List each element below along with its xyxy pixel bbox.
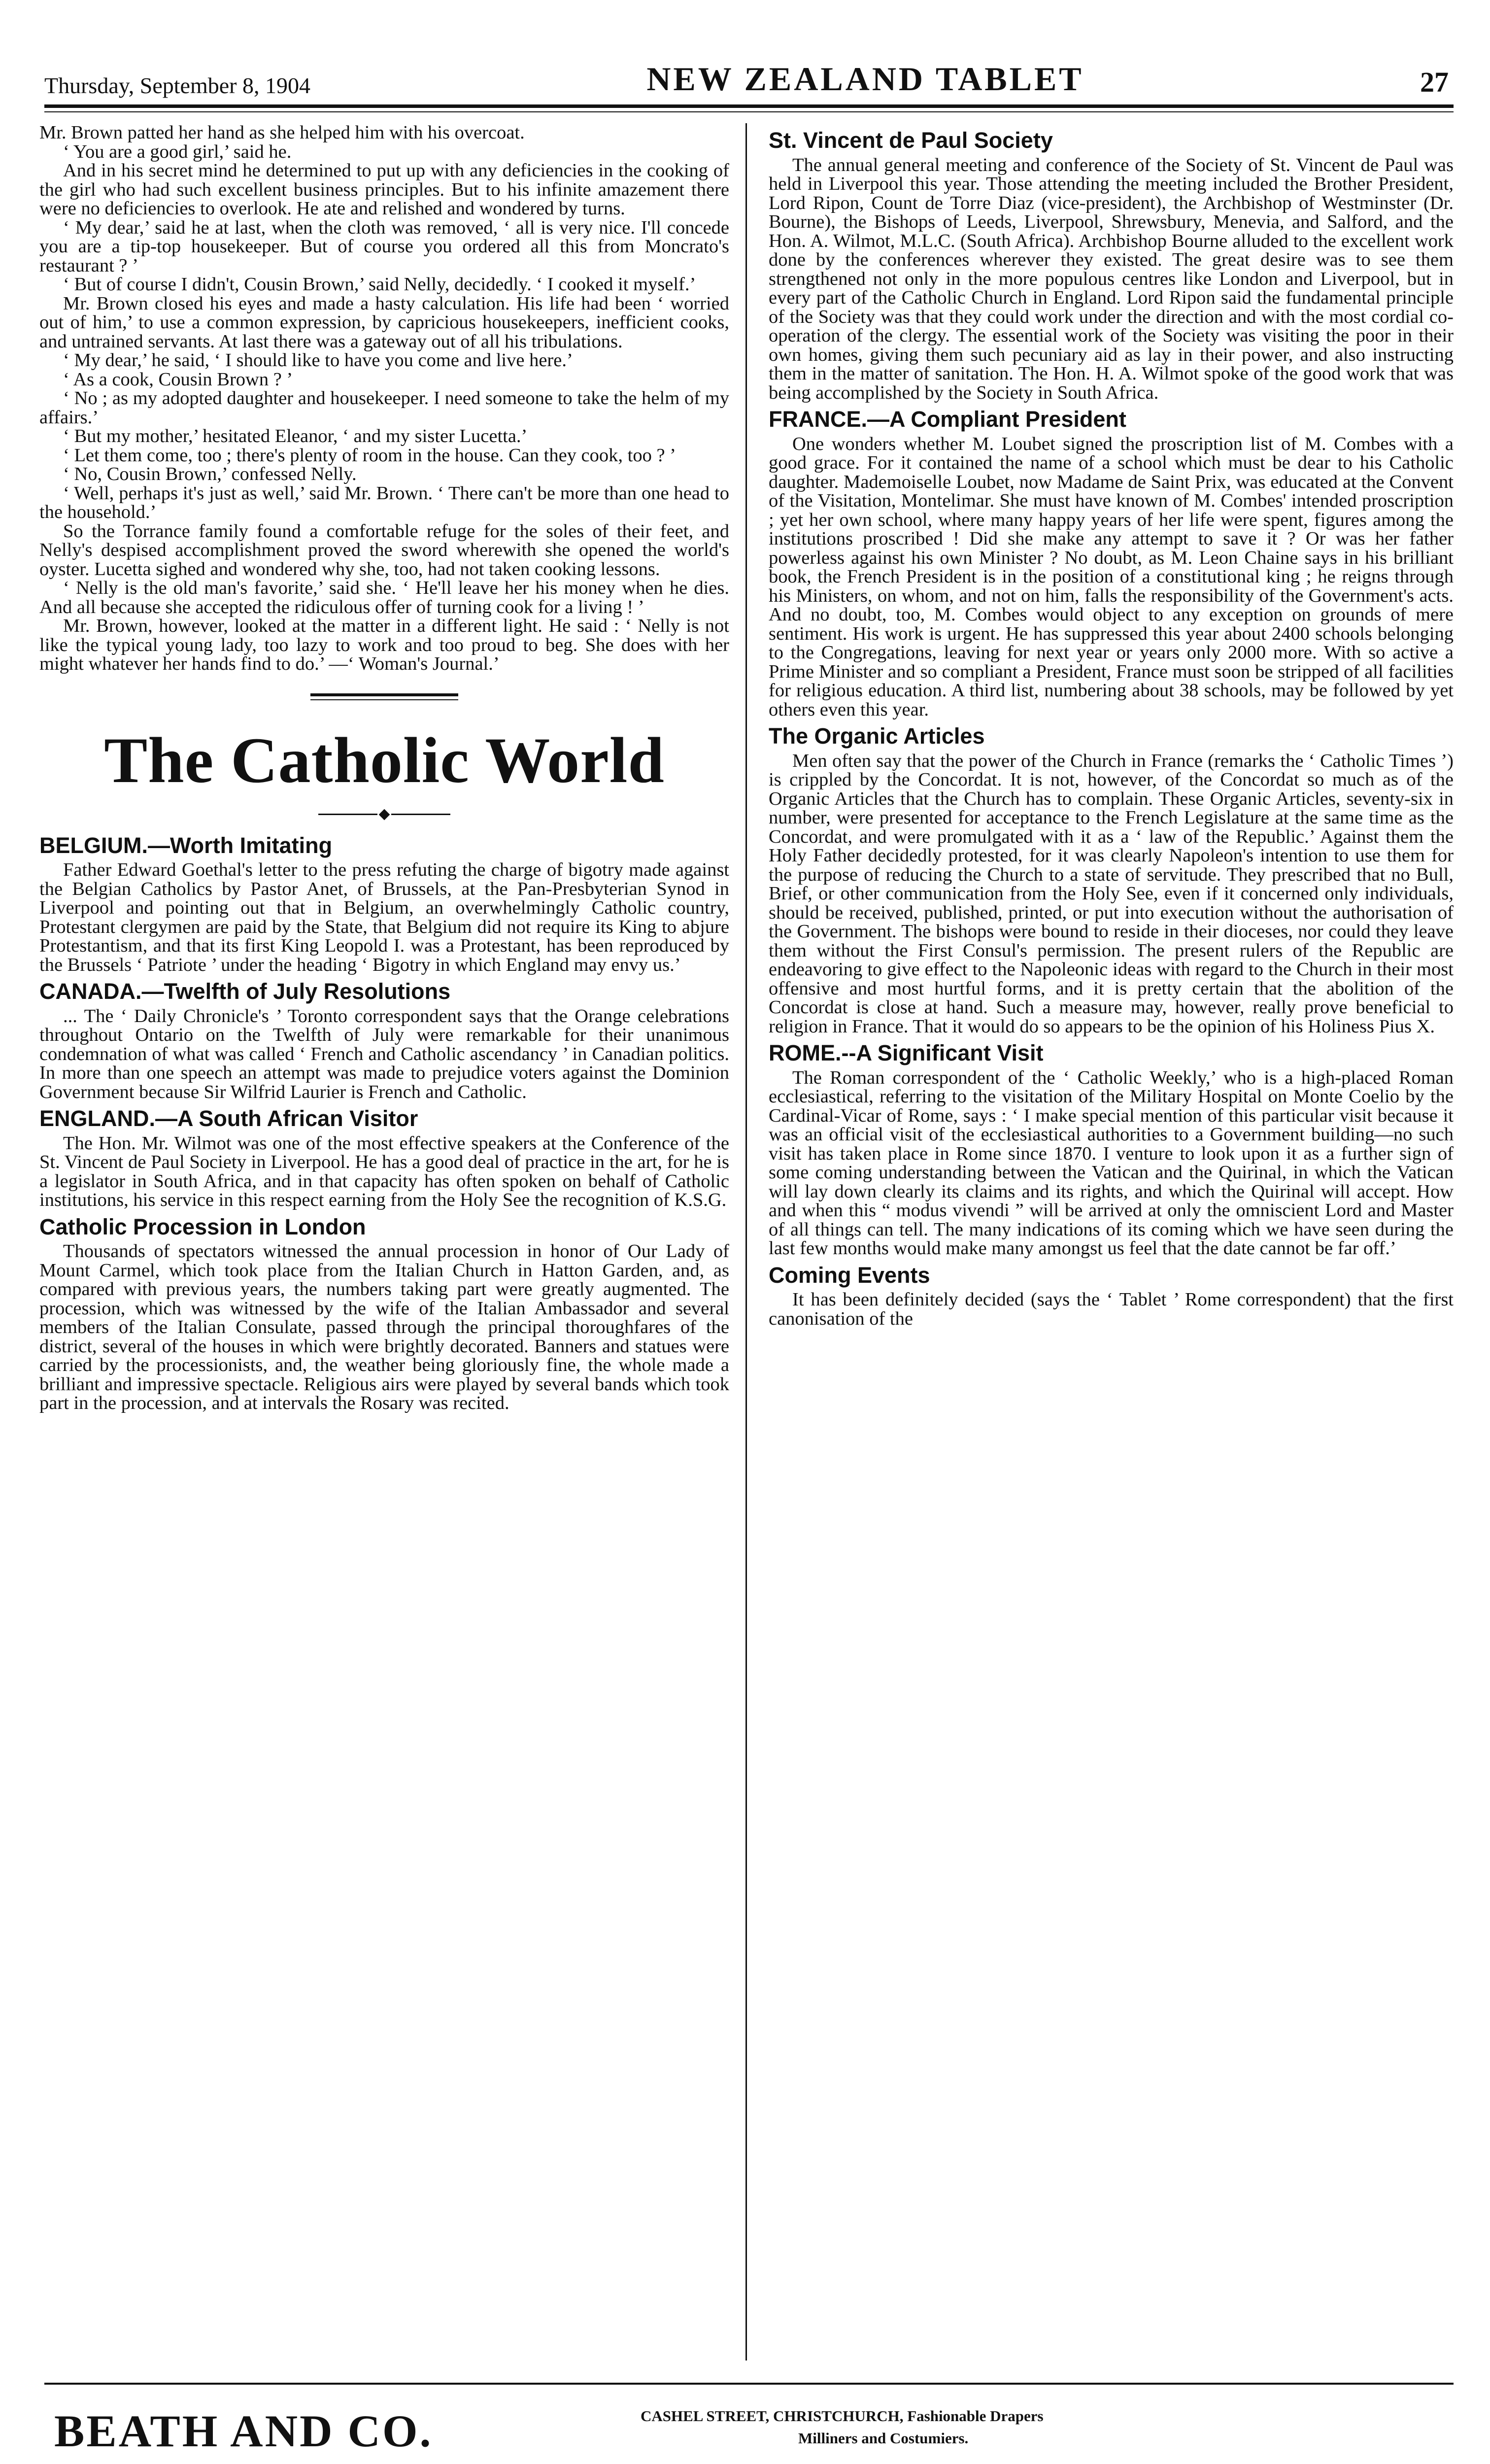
story-paragraph: ‘ You are a good girl,’ said he. (63, 141, 292, 162)
article-text: Thousands of spectators witnessed the annual procession in honor of Our Lady of Mount Carmel, which took place from the Italian Church in Hatton Garden, and, as compared with previous years, the numbers taking part were greatly augmented. The procession, which was witnessed by the wife of the Italian Ambassador and several members of the Italian Consulate, passed through the principal thoroughfares of the district, several of the houses in which were brightly decorated. Banners and statues were carried by the processionists, and, the weather being gloriously fine, the whole made a brilliant and impressive spectacle. Religious airs were played by several bands which took part in the procession, and at intervals the Rosary was recited. (39, 1241, 729, 1413)
story-paragraph: Mr. Brown, however, looked at the matter in a different light. He said : ‘ Nelly is not like the typical young lady, too lazy to work and too proud to beg. She does with her might whatever her hands find to do.’ —‘ Woman's Journal.’ (39, 616, 729, 674)
story-paragraph: So the Torrance family found a comfortable refuge for the soles of their feet, and Nelly's despised accomplishment proved the sword wherewith she opened the world's oyster. Lucetta sighed and wondered why she, too, had not taken cooking lessons. (39, 520, 729, 580)
publication-title: NEW ZEALAND TABLET (646, 60, 1084, 98)
advertiser-address: CASHEL STREET, CHRISTCHURCH, Fashionable Drapers (641, 2407, 1044, 2425)
article-heading: CANADA.—Twelfth of July Resolutions (39, 979, 451, 1004)
article-heading: ENGLAND.—A South African Visitor (39, 1106, 418, 1131)
story-paragraph: Mr. Brown patted her hand as she helped him with his overcoat. (39, 122, 525, 143)
left-column (39, 123, 729, 1413)
right-column (769, 123, 1454, 1328)
article-text: Men often say that the power of the Church in France (remarks the ‘ Catholic Times ’) is crippled by the Concordat. It is not, however, of the Concordat so much as of the Organic Articles that the Church has to complain. These Organic Articles, seventy-six in number, were presented for acceptance to the French Legislature at the same time as the Concordat, and were promulgated with it as a ‘ law of the Republic.’ Against them the Holy Father decidedly protested, for it was clearly Napoleon's intention to use them for the purpose of reducing the Church to a state of servitude. They prescribed that no Bull, Brief, or other communication from the Holy See, even if it concerned only individuals, should be received, published, printed, or put into execution without the authorisation of the Government. The bishops were bound to reside in their dioceses, nor could they leave them without the First Consul's permission. The present rulers of the Republic are endeavoring to give effect to the Napoleonic ideas with regard to the Church in their most offensive and most hurtful forms, and it is pretty certain that the abolition of the Concordat is close at hand. Such a measure may, however, really prove beneficial to religion in France. That it would do so appears to be the opinion of his Holiness Pius X. (769, 750, 1454, 1037)
article-text: The annual general meeting and conference of the Society of St. Vincent de Paul was held in Liverpool this year. Those attending the meeting included the Brother President, Lord Ripon, Count de Torre Diaz (vice-president), the Archbishop of Westminster (Dr. Bourne), the Bishops of Leeds, Liverpool, Shrewsbury, Menevia, and Salford, and the Hon. A. Wilmot, M.L.C. (South Africa). Archbishop Bourne alluded to the excellent work done by the conferences wherever they existed. The great desire was to see them strengthened not only in the more populous centres like London and Liverpool, but in every part of the Catholic Church in England. Lord Ripon said the fundamental principle of the Society was that they could work under the direction and with the most cordial co-operation of the clergy. The essential work of the Society was visiting the poor in their own homes, giving them such pecuniary aid as lay in their power, and also instructing them in the matter of sanitation. The Hon. H. A. Wilmot spoke of the good work that was being accomplished by the Society in South Africa. (769, 154, 1454, 403)
story-paragraph: ‘ As a cook, Cousin Brown ? ’ (63, 369, 293, 390)
section-banner (39, 693, 729, 819)
article-text: The Hon. Mr. Wilmot was one of the most effective speakers at the Conference of the St. Vincent de Paul Society in Liverpool. He has a good deal of practice in the art, for he is a legislator in South Africa, and in that capacity has often spoken on behalf of Catholic institutions, his service in this respect earning from the Holy See the recognition of K.S.G. (39, 1132, 729, 1210)
story-paragraph: Mr. Brown closed his eyes and made a hasty calculation. His life had been ‘ worried out of him,’ to use a common expression, by capricious housekeepers, inefficient cooks, and untrained servants. At last there was a gateway out of all his tribulations. (39, 293, 729, 352)
story-paragraph: ‘ But of course I didn't, Cousin Brown,’ said Nelly, decidedly. ‘ I cooked it myself.’ (63, 274, 696, 295)
article-text: ... The ‘ Daily Chronicle's ’ Toronto correspondent says that the Orange celebrations throughout Ontario on the Twelfth of July were remarkable for their unanimous condemnation of what was called ‘ French and Catholic ascendancy ’ in Canadian politics. In more than one speech an attempt was made to prejudice voters against the Dominion Government because Sir Wilfrid Laurier is French and Catholic. (39, 1005, 729, 1102)
story-paragraph: ‘ Nelly is the old man's favorite,’ said she. ‘ He'll leave her his money when he dies. And all because she accepted the ridiculous offer of turning cook for a living ! ’ (39, 578, 729, 617)
page-number: 27 (1420, 66, 1449, 98)
article-france (769, 407, 1454, 719)
article-text: One wonders whether M. Loubet signed the proscription list of M. Combes with a good grace. For it contained the name of a school which must be dear to his Catholic daughter. Mademoiselle Loubet, now Madame de Saint Prix, was educated at the Convent of the Visitation, Montelimar. She must have known of M. Combes' intended proscription ; yet her own school, where many happy years of her life were spent, figures among the institutions proscribed ! Did she make any attempt to save it ? Or was her father powerless against his own Minister ? No doubt, as M. Leon Chaine says in his brilliant book, the French President is in the position of a constitutional king ; he reigns through his Ministers, on whom, and not on him, falls the responsibility of the Government's acts. And no doubt, too, M. Combes would object to any exception on grounds of mere sentiment. His work is urgent. He has suppressed this year about 2400 schools belonging to the Congregations, leaving for next year or years only 2000 more. With so active a Prime Minister and so compliant a President, France must soon be stripped of all facilities for religious education. A third list, numbering about 38 schools, may be followed by yet others even this year. (769, 433, 1454, 720)
advertiser-name: BEATH AND CO. (54, 2406, 433, 2456)
article-heading: St. Vincent de Paul Society (769, 128, 1053, 153)
article-procession (39, 1215, 729, 1413)
article-england (39, 1106, 729, 1210)
diamond-ornament (39, 811, 729, 819)
footer-rule (44, 2383, 1454, 2385)
article-svp (769, 128, 1454, 402)
ornament-rule (310, 693, 458, 696)
story-paragraph: ‘ Let them come, too ; there's plenty of room in the house. Can they cook, too ? ’ (63, 445, 676, 466)
article-organic (769, 724, 1454, 1036)
ornament-rule (310, 699, 458, 700)
header-rule-thin (44, 111, 1454, 112)
article-heading: The Organic Articles (769, 723, 985, 749)
article-heading: Catholic Procession in London (39, 1214, 366, 1239)
article-canada (39, 979, 729, 1101)
article-text: It has been definitely decided (says the ‘ Tablet ’ Rome correspondent) that the first canonisation of the (769, 1289, 1454, 1329)
story-paragraph: ‘ But my mother,’ hesitated Eleanor, ‘ and my sister Lucetta.’ (63, 426, 528, 446)
page-header (44, 49, 1449, 99)
article-heading: FRANCE.—A Compliant President (769, 407, 1126, 432)
column-divider (745, 123, 747, 2361)
story-paragraph: ‘ My dear,’ said he at last, when the cloth was removed, ‘ all is very nice. I'll concede you are a tip-top housekeeper. But of course you ordered all this from Moncrato's restaurant ? ’ (39, 217, 729, 276)
article-heading: Coming Events (769, 1262, 930, 1288)
section-title: The Catholic World (104, 723, 665, 796)
article-heading: BELGIUM.—Worth Imitating (39, 832, 333, 858)
header-rule-thick (44, 104, 1454, 108)
story-paragraph: ‘ Well, perhaps it's just as well,’ said Mr. Brown. ‘ There can't be more than one head to the household.’ (39, 482, 729, 522)
issue-date: Thursday, September 8, 1904 (44, 73, 310, 98)
article-text: Father Edward Goethal's letter to the press refuting the charge of bigotry made against the Belgian Catholics by Pastor Anet, of Brussels, at the Pan-Presbyterian Synod in Liverpool and pointing out that in Belgium, an overwhelmingly Catholic country, Protestant clergymen are paid by the State, that Belgium did not require its King to abjure Protestantism, and that its first King Leopold I. was a Protestant, has been reproduced by the Brussels ‘ Patriote ’ under the heading ‘ Bigotry in which England may envy us.’ (39, 859, 729, 975)
article-text: The Roman correspondent of the ‘ Catholic Weekly,’ who is a high-placed Roman ecclesiastical, referring to the visitation of the Military Hospital on Monte Coelio by the Cardinal-Vicar of Rome, says : ‘ I make special mention of this particular visit because it was an official visit of the ecclesiastical authorities to a Government building—no such visit has taken place in Rome since 1870. I venture to look upon it as a further sign of some coming understanding between the Vatican and the Quirinal, in which the Vatican will lay down clearly its claims and its rights, and which the Quirinal will accept. How and when this “ modus vivendi ” will be arrived at only the omniscient Lord and Master of all things can tell. The many indications of its coming which we have seen during the last few months would make many amongst us feel that the date cannot be far off.’ (769, 1067, 1454, 1259)
article-rome (769, 1041, 1454, 1258)
article-coming-events (769, 1263, 1454, 1329)
advertiser-trade: Milliners and Costumiers. (798, 2430, 969, 2447)
story-paragraph: ‘ My dear,’ he said, ‘ I should like to have you come and live here.’ (63, 350, 573, 371)
story-paragraph: ‘ No ; as my adopted daughter and housekeeper. I need someone to take the helm of my affairs.’ (39, 388, 729, 428)
story-continuation (39, 123, 729, 674)
story-paragraph: ‘ No, Cousin Brown,’ confessed Nelly. (63, 464, 357, 484)
article-heading: ROME.--A Significant Visit (769, 1040, 1044, 1065)
article-belgium (39, 833, 729, 975)
story-paragraph: And in his secret mind he determined to put up with any deficiencies in the cooking of the girl who had such excellent business principles. But to his infinite amazement there were no deficiencies to overlook. He ate and relished and wondered by turns. (39, 160, 729, 219)
